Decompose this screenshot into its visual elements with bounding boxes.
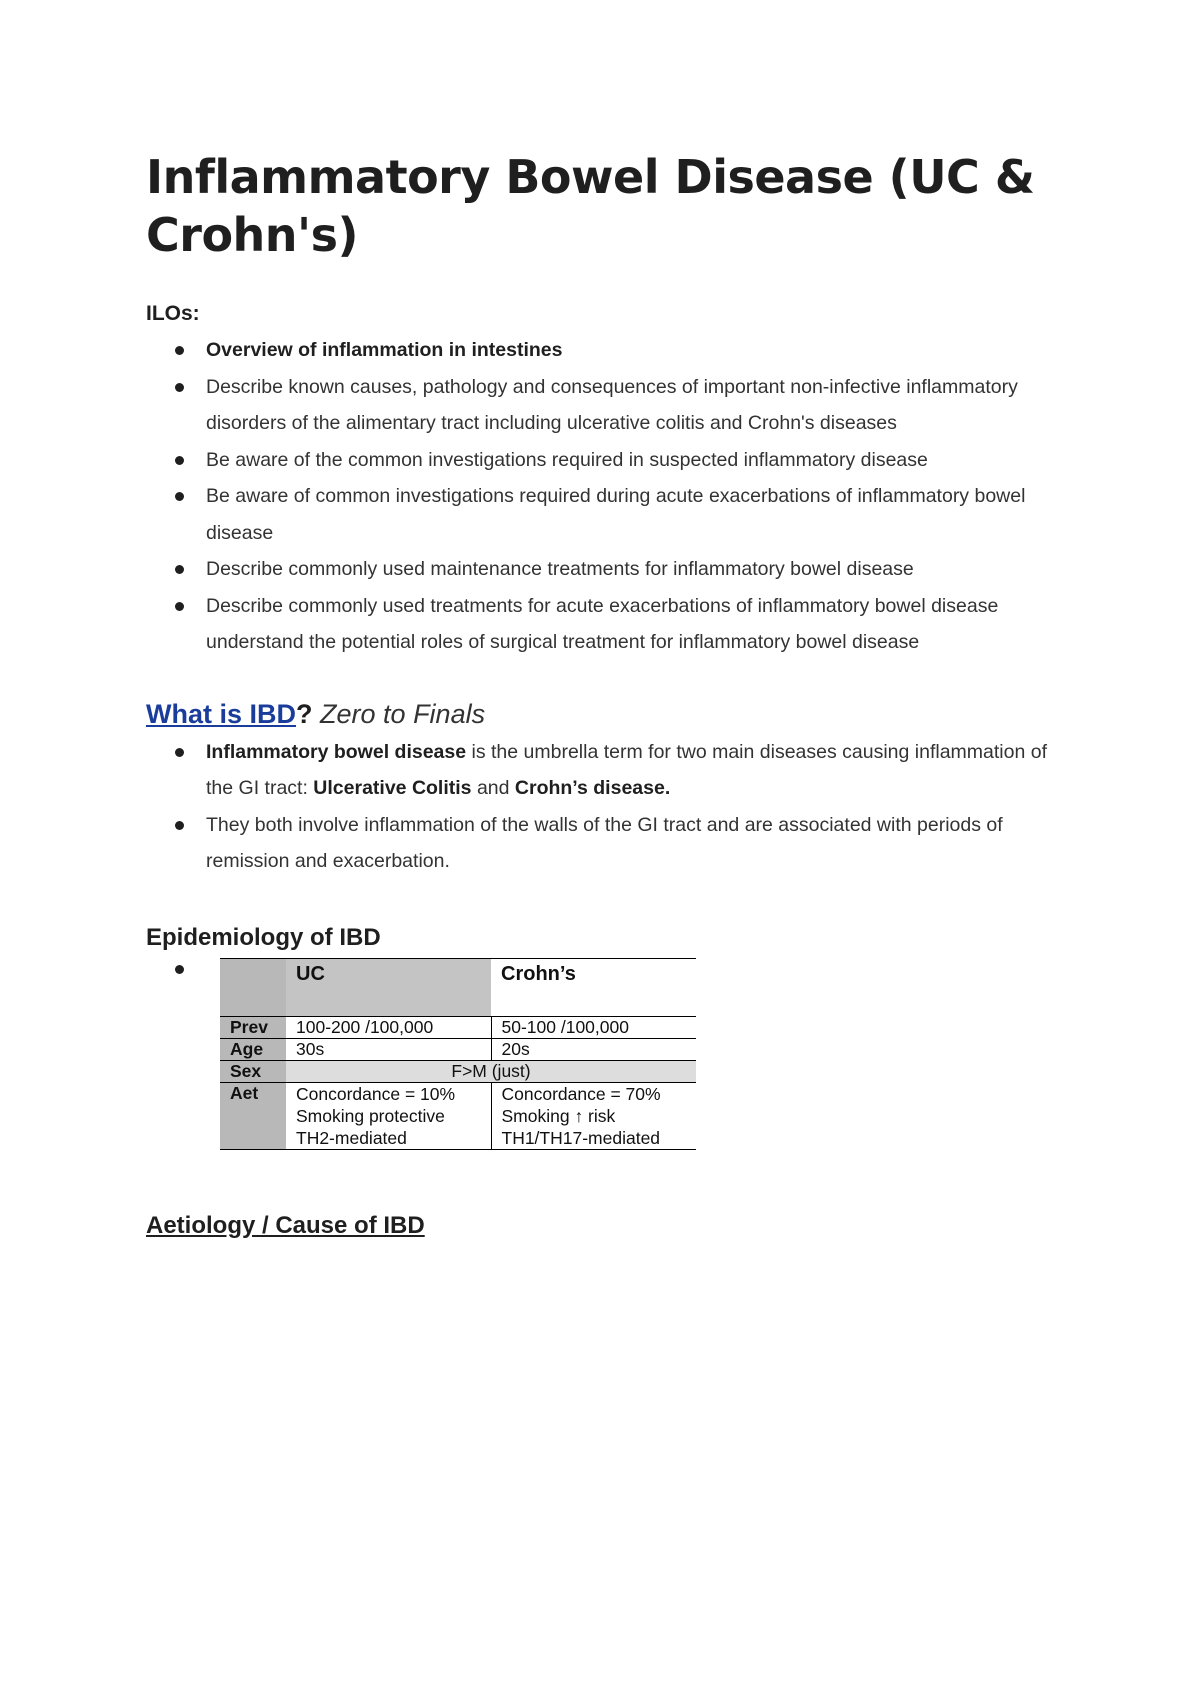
cell-prev-uc: 100-200 /100,000 [286,1016,491,1038]
row-label-age: Age [220,1038,286,1060]
table-row [220,1060,696,1082]
row-label-prev: Prev [220,1016,286,1038]
list-item [206,551,1066,588]
ilo-text: Be aware of common investigations required during acute exacerbations of inflammatory bowel disease [206,485,1026,544]
list-item [206,734,1066,807]
term-crohns: Crohn’s disease [514,777,665,799]
aet-crohns-line: Concordance = 70% [501,1083,661,1104]
document-page [146,148,1066,1240]
ilo-text: Be aware of the common investigations required in suspected inflammatory disease [206,448,928,471]
aet-crohns-line: Smoking ↑ risk [501,1105,616,1126]
definition-text: is the umbrella term for two main diseases causing inflammation of the GI tract: [206,740,1048,799]
table-row [220,1082,696,1149]
list-item [206,807,1066,880]
column-header-crohns: Crohn’s [491,958,696,1016]
term-ibd: Inflammatory bowel disease [206,740,467,763]
aet-crohns-line: TH1/TH17-mediated [501,1127,661,1148]
row-label-aet: Aet [220,1082,286,1149]
epidemiology-list-item [146,958,1066,1150]
cell-aet-crohns [491,1082,696,1149]
bullet-icon [175,456,184,465]
list-item [206,588,1066,661]
ilo-text: Describe commonly used maintenance treatments for inflammatory bowel disease [206,558,914,580]
cell-aet-uc [286,1082,491,1149]
table-header-row [220,958,696,1016]
epidemiology-heading: Epidemiology of IBD [146,923,381,951]
list-item [206,369,1066,442]
question-mark: ? [296,698,313,729]
list-item [206,478,1066,551]
bullet-icon [175,965,184,974]
ilos-list [146,332,1066,661]
term-uc: Ulcerative Colitis [313,777,472,799]
cell-age-crohns: 20s [491,1038,696,1060]
cell-sex: F>M (just) [286,1060,696,1082]
what-is-ibd-link[interactable]: What is IBD [146,698,297,729]
ilo-text: Overview of inflammation in intestines [206,339,563,361]
aet-uc-line: TH2-mediated [296,1127,407,1148]
cell-prev-crohns: 50-100 /100,000 [491,1016,696,1038]
bullet-icon [175,602,184,611]
bullet-icon [175,565,184,574]
period: . [664,777,671,799]
what-is-heading [146,699,1066,730]
ilo-text: Describe known causes, pathology and consequences of important non-infective inflammatory disorders of the alimentary tract including ulcerative colitis and Crohn's diseases [206,375,1018,434]
aetiology-heading: Aetiology / Cause of IBD [146,1211,425,1239]
aet-uc-line: Smoking protective [296,1105,445,1126]
bullet-icon [175,748,184,757]
list-item [206,332,1066,369]
source-label: Zero to Finals [320,698,486,729]
ilo-text: Describe commonly used treatments for acute exacerbations of inflammatory bowel disease understand the potential roles of surgical treatment for inflammatory bowel disease [206,594,999,653]
column-header-uc: UC [286,958,491,1016]
what-is-list [146,734,1066,880]
bullet-icon [175,346,184,355]
bullet-icon [175,383,184,392]
epidemiology-table [220,958,696,1150]
table-row [220,1016,696,1038]
and-text: and [471,777,515,799]
cell-age-uc: 30s [286,1038,491,1060]
ilos-heading: ILOs: [146,302,200,325]
description-text: They both involve inflammation of the walls of the GI tract and are associated with periods of remission and exacerbation. [206,813,1003,872]
bullet-icon [175,821,184,830]
aet-uc-line: Concordance = 10% [296,1083,456,1104]
row-label-sex: Sex [220,1060,286,1082]
bullet-icon [175,492,184,501]
table-row [220,1038,696,1060]
table-corner [220,958,286,1016]
page-title: Inflammatory Bowel Disease (UC & Crohn's) [146,150,1035,262]
list-item [206,442,1066,479]
